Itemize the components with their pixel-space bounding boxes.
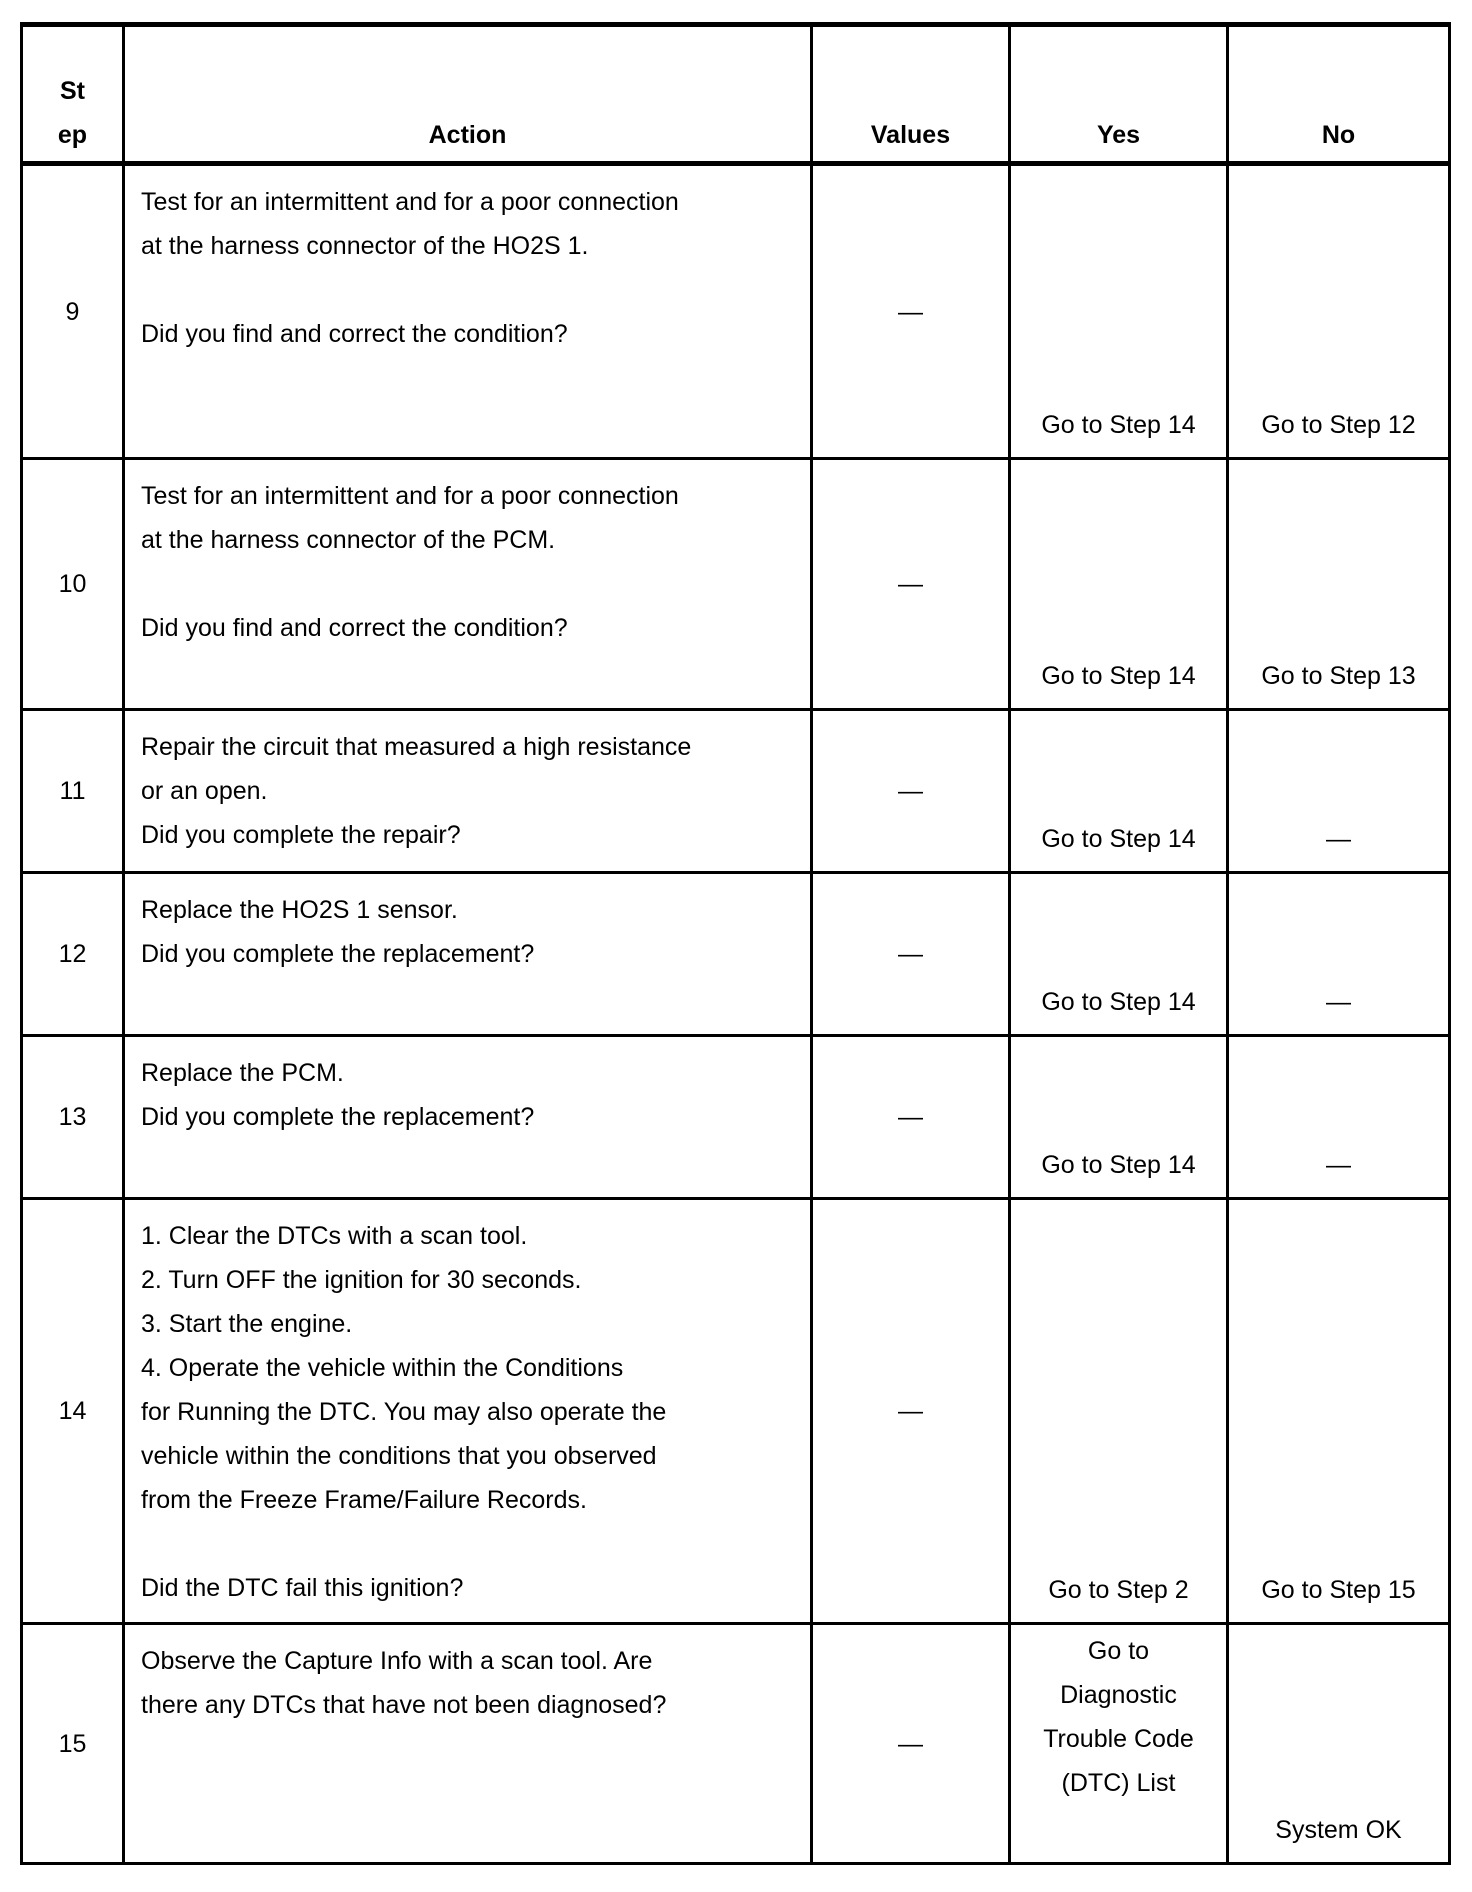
action-line: 1. Clear the DTCs with a scan tool. [141, 1222, 528, 1250]
action-line: for Running the DTC. You may also operate the [141, 1398, 667, 1426]
yes-cell: Go to Step 14 [1010, 873, 1228, 1036]
no-cell: Go to Step 15 [1228, 1199, 1450, 1624]
step-number: 11 [22, 710, 124, 873]
no-cell: — [1228, 1036, 1450, 1199]
action-cell [124, 1624, 812, 1864]
no-cell: System OK [1228, 1624, 1450, 1864]
action-line: there any DTCs that have not been diagnosed? [141, 1691, 667, 1719]
step-number: 9 [22, 164, 124, 459]
action-question: Did you find and correct the condition? [141, 614, 568, 642]
values-cell: — [812, 1199, 1010, 1624]
yes-cell: Go to Step 14 [1010, 459, 1228, 710]
action-cell [124, 164, 812, 459]
no-cell: — [1228, 710, 1450, 873]
step-number: 13 [22, 1036, 124, 1199]
yes-cell: Go to Step 14 [1010, 164, 1228, 459]
action-line: or an open. [141, 777, 268, 805]
action-question: Did you complete the replacement? [141, 940, 535, 968]
values-cell: — [812, 1036, 1010, 1199]
action-cell [124, 873, 812, 1036]
header-step: St ep [22, 25, 124, 164]
action-line: Replace the HO2S 1 sensor. [141, 896, 458, 924]
action-line: from the Freeze Frame/Failure Records. [141, 1486, 587, 1514]
table-row [22, 710, 1450, 873]
action-line: Observe the Capture Info with a scan tool. Are [141, 1647, 653, 1675]
values-cell: — [812, 873, 1010, 1036]
table-row [22, 1624, 1450, 1864]
yes-cell: Go to Diagnostic Trouble Code (DTC) List [1010, 1624, 1228, 1864]
header-row [22, 25, 1450, 164]
step-number: 14 [22, 1199, 124, 1624]
step-number: 15 [22, 1624, 124, 1864]
values-cell: — [812, 1624, 1010, 1864]
action-line: at the harness connector of the PCM. [141, 526, 556, 554]
action-line: vehicle within the conditions that you observed [141, 1442, 657, 1470]
yes-cell: Go to Step 14 [1010, 1036, 1228, 1199]
action-line: Test for an intermittent and for a poor connection [141, 188, 679, 216]
values-cell: — [812, 710, 1010, 873]
action-line: Repair the circuit that measured a high resistance [141, 733, 692, 761]
action-question: Did you find and correct the condition? [141, 320, 568, 348]
action-line: 4. Operate the vehicle within the Conditions [141, 1354, 624, 1382]
table-row [22, 873, 1450, 1036]
action-line: Test for an intermittent and for a poor connection [141, 482, 679, 510]
action-cell [124, 1199, 812, 1624]
no-cell: Go to Step 13 [1228, 459, 1450, 710]
action-line: 2. Turn OFF the ignition for 30 seconds. [141, 1266, 582, 1294]
table-row [22, 164, 1450, 459]
action-line: at the harness connector of the HO2S 1. [141, 232, 589, 260]
action-cell [124, 1036, 812, 1199]
step-number: 10 [22, 459, 124, 710]
header-values: Values [812, 25, 1010, 164]
table-row [22, 459, 1450, 710]
action-question: Did you complete the replacement? [141, 1103, 535, 1131]
header-no: No [1228, 25, 1450, 164]
action-line: Replace the PCM. [141, 1059, 344, 1087]
step-number: 12 [22, 873, 124, 1036]
no-cell: Go to Step 12 [1228, 164, 1450, 459]
table-row [22, 1036, 1450, 1199]
values-cell: — [812, 164, 1010, 459]
table-row [22, 1199, 1450, 1624]
no-cell: — [1228, 873, 1450, 1036]
values-cell: — [812, 459, 1010, 710]
yes-cell: Go to Step 14 [1010, 710, 1228, 873]
yes-cell: Go to Step 2 [1010, 1199, 1228, 1624]
diagnostic-table [20, 22, 1451, 1865]
action-cell [124, 710, 812, 873]
action-cell [124, 459, 812, 710]
action-question: Did you complete the repair? [141, 821, 461, 849]
header-action: Action [124, 25, 812, 164]
header-yes: Yes [1010, 25, 1228, 164]
action-line: 3. Start the engine. [141, 1310, 353, 1338]
action-question: Did the DTC fail this ignition? [141, 1574, 464, 1602]
